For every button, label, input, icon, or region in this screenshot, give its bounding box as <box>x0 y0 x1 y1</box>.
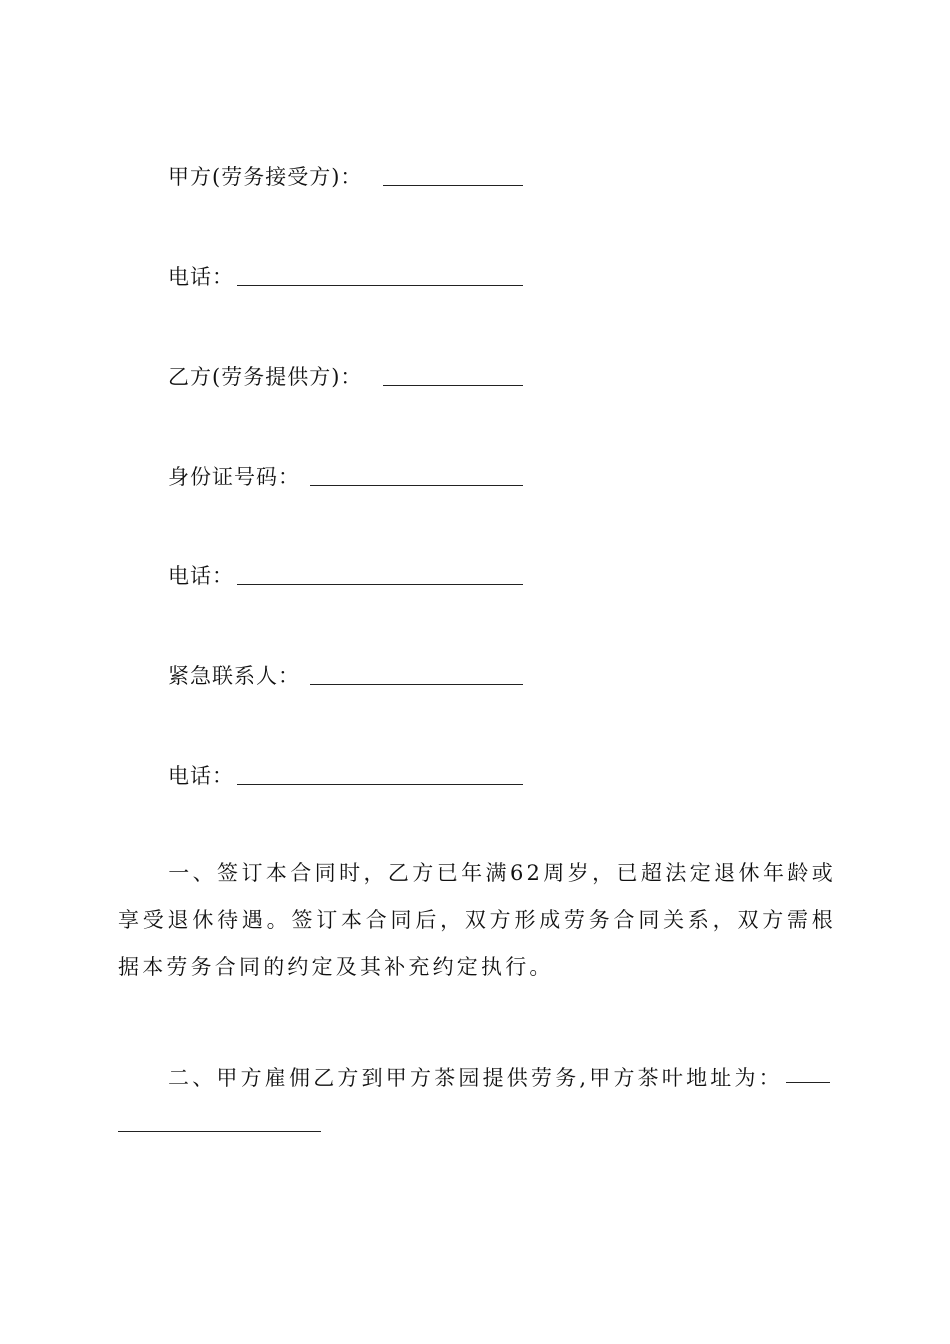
clause-2-text: 二、甲方雇佣乙方到甲方茶园提供劳务,甲方茶叶地址为： <box>168 1066 783 1090</box>
party-b-phone-blank <box>237 584 523 585</box>
clause-1-text: 一、签订本合同时，乙方已年满62周岁，已超法定退休年龄或享受退休待遇。签订本合同后，双方形成劳务合同关系，双方需根据本劳务合同的约定及其补充约定执行。 <box>118 861 836 979</box>
emergency-phone-label: 电话： <box>168 764 234 788</box>
party-b-label: 乙方(劳务提供方)： <box>168 365 363 389</box>
party-a-phone-label: 电话： <box>168 265 234 289</box>
clause-1-paragraph <box>118 850 836 991</box>
clause-2-paragraph <box>118 1055 836 1102</box>
tea-address-blank-1 <box>786 1082 830 1083</box>
emergency-contact-blank <box>310 684 523 685</box>
party-b-id-label: 身份证号码： <box>168 465 300 489</box>
tea-address-blank-2 <box>118 1131 321 1132</box>
party-a-label: 甲方(劳务接受方)： <box>168 165 363 189</box>
party-b-blank <box>383 385 523 386</box>
party-a-phone-blank <box>237 285 523 286</box>
emergency-phone-blank <box>237 784 523 785</box>
party-b-phone-label: 电话： <box>168 564 234 588</box>
emergency-contact-label: 紧急联系人： <box>168 664 300 688</box>
party-b-id-blank <box>310 485 523 486</box>
party-a-blank <box>383 185 523 186</box>
